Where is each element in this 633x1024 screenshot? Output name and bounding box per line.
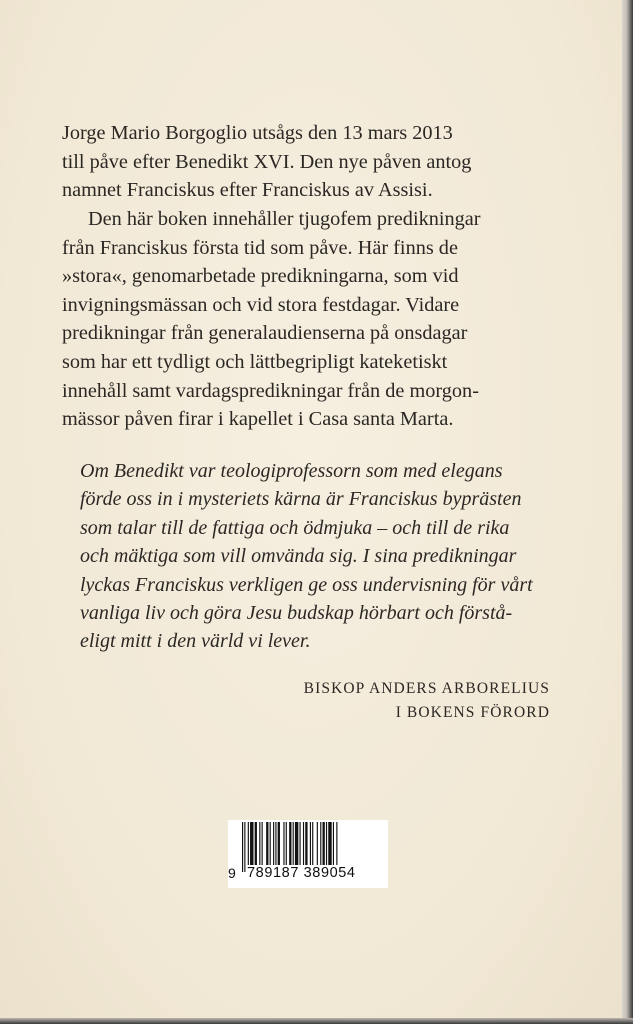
quote-line: som talar till de fattiga och ödmjuka – och till de rika xyxy=(80,516,510,539)
barcode-bar xyxy=(242,822,243,872)
description-paragraph xyxy=(62,205,582,434)
barcode-bar xyxy=(333,822,334,865)
barcode-bar xyxy=(275,822,276,865)
barcode-bar xyxy=(323,822,325,865)
barcode-bar xyxy=(326,822,327,865)
quote-line: förde oss in i mysteriets kärna är Franciskus byprästen xyxy=(80,488,522,511)
barcode-bar xyxy=(317,822,318,865)
quote-line: vanliga liv och göra Jesu budskap hörbart och förstå- xyxy=(80,602,513,625)
barcode-bar xyxy=(305,822,307,865)
barcode-bar xyxy=(255,822,257,865)
intro-line: Jorge Mario Borgoglio utsågs den 13 mars 2013 xyxy=(62,122,453,144)
isbn-barcode xyxy=(228,820,388,888)
barcode-bar xyxy=(295,822,298,865)
barcode-bar xyxy=(259,822,260,865)
description-line: »stora«, genomarbetade predikningarna, som vid xyxy=(62,265,459,288)
barcode-bar xyxy=(278,822,280,865)
barcode-bar xyxy=(312,822,313,865)
description-line: predikningar från generalaudienserna på onsdagar xyxy=(62,322,468,345)
quote-line: eligt mitt i den värld vi lever. xyxy=(80,630,311,653)
barcode-bar xyxy=(303,822,304,865)
intro-paragraph xyxy=(62,119,582,205)
barcode-bar xyxy=(300,822,301,865)
endorsement-quote xyxy=(80,457,600,656)
description-line: Den här boken innehåller tjugofem predikningar xyxy=(88,208,481,230)
book-edge-bottom xyxy=(0,1018,633,1024)
barcode-bar xyxy=(262,822,263,865)
barcode-bar xyxy=(310,822,311,865)
isbn-number: 789187 389054 xyxy=(247,865,356,881)
barcode-bar xyxy=(283,822,284,865)
barcode-bar xyxy=(286,822,287,865)
intro-line: till påve efter Benedikt XVI. Den nye påven antog xyxy=(62,150,472,173)
description-line: som har ett tydligt och lättbegripligt kateketiskt xyxy=(62,350,448,373)
description-line: invigningsmässan och vid stora festdagar. Vidare xyxy=(62,293,460,316)
barcode-bar xyxy=(320,822,321,865)
description-line: från Franciskus första tid som påve. Här finns de xyxy=(62,236,458,259)
quote-line: Om Benedikt var teologiprofessorn som med elegans xyxy=(80,460,503,482)
description-line: innehåll samt vardagspredikningar från de morgon- xyxy=(62,379,479,402)
quote-line: och mäktiga som vill omvända sig. I sina predikningar xyxy=(80,545,517,568)
book-edge-right xyxy=(622,0,633,1024)
intro-line: namnet Franciskus efter Franciskus av Assisi. xyxy=(62,179,433,202)
barcode-bar xyxy=(328,822,331,865)
description-line: mässor påven firar i kapellet i Casa santa Marta. xyxy=(62,408,454,431)
attribution-source: I BOKENS FÖRORD xyxy=(395,704,550,721)
quote-line: lyckas Franciskus verkligen ge oss undervisning för vårt xyxy=(80,573,533,596)
barcode-bar xyxy=(250,822,253,865)
isbn-first-digit: 9 xyxy=(228,865,236,881)
barcode-bar xyxy=(273,822,274,865)
barcode-bar xyxy=(336,822,337,865)
barcode-bar xyxy=(266,822,268,865)
barcode-bar xyxy=(248,822,249,865)
attribution-name: BISKOP ANDERS ARBORELIUS xyxy=(303,680,550,697)
barcode-bar xyxy=(270,822,271,865)
